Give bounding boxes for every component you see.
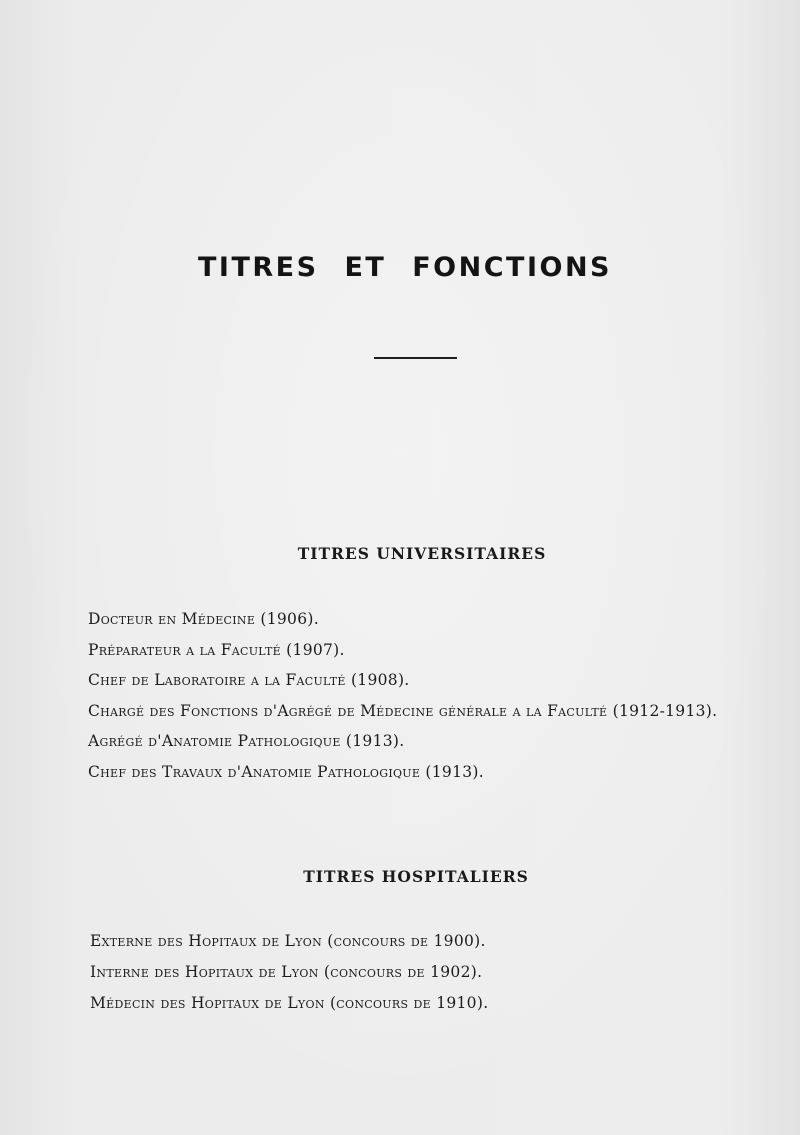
page-title: TITRES ET FONCTIONS bbox=[198, 252, 612, 283]
list-item: Chargé des Fonctions d'Agrégé de Médecine générale a la Faculté (1912-1913). bbox=[88, 701, 718, 720]
list-item: Docteur en Médecine (1906). bbox=[88, 610, 319, 628]
list-item: Chef des Travaux d'Anatomie Pathologique (1913). bbox=[88, 762, 484, 781]
section-heading-universitaires: TITRES UNIVERSITAIRES bbox=[297, 544, 547, 563]
hospitaliers-list bbox=[90, 931, 488, 1024]
title-divider bbox=[374, 357, 457, 359]
list-item: Externe des Hopitaux de Lyon (concours de 1900). bbox=[90, 932, 486, 950]
list-item: Médecin des Hopitaux de Lyon (concours de 1910). bbox=[90, 994, 489, 1012]
universitaires-list bbox=[88, 609, 717, 792]
list-item: Préparateur a la Faculté (1907). bbox=[88, 640, 345, 659]
list-item: Agrégé d'Anatomie Pathologique (1913). bbox=[88, 732, 405, 750]
list-item: Interne des Hopitaux de Lyon (concours de 1902). bbox=[90, 963, 483, 981]
section-heading-hospitaliers: TITRES HOSPITALIERS bbox=[303, 867, 529, 886]
list-item: Chef de Laboratoire a la Faculté (1908). bbox=[88, 671, 410, 689]
